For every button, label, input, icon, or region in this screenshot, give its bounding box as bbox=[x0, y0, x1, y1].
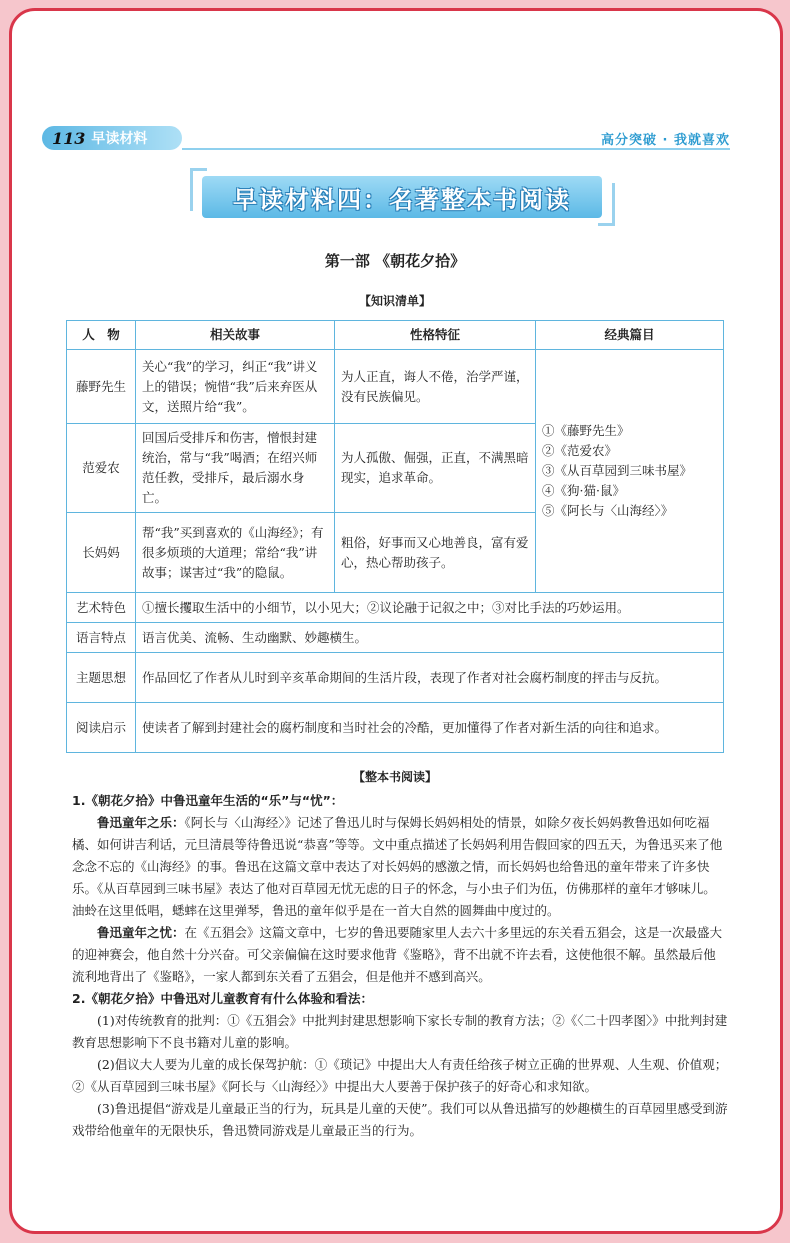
worry-label: 鲁迅童年之忧： bbox=[97, 925, 185, 940]
table-header-row bbox=[67, 321, 724, 350]
joy-label: 鲁迅童年之乐： bbox=[97, 815, 185, 830]
classic-item: ③《从百草园到三味书屋》 bbox=[542, 463, 693, 478]
row-label: 艺术特色 bbox=[67, 593, 136, 623]
question-2: 2.《朝花夕拾》中鲁迅对儿童教育有什么体验和看法： bbox=[72, 991, 373, 1006]
character-name: 范爱农 bbox=[67, 424, 136, 513]
row-label: 语言特点 bbox=[67, 623, 136, 653]
reading-section bbox=[72, 790, 728, 1142]
knowledge-table bbox=[66, 320, 724, 753]
page-tab bbox=[42, 126, 182, 150]
traits-cell: 为人正直，诲人不倦，治学严谨，没有民族偏见。 bbox=[335, 350, 536, 424]
classic-item: ④《狗·猫·鼠》 bbox=[542, 483, 625, 498]
point-3: (3)鲁迅提倡“游戏是儿童最正当的行为，玩具是儿童的天使”。我们可以从鲁迅描写的妙趣横生的百草园里感受到游戏带给他童年的无限快乐，鲁迅赞同游戏是儿童最正当的行为。 bbox=[72, 1101, 728, 1138]
header-cell: 人 物 bbox=[67, 321, 136, 350]
classic-item: ⑤《阿长与〈山海经〉》 bbox=[542, 503, 674, 518]
knowledge-label: 【知识清单】 bbox=[358, 294, 431, 308]
table-row bbox=[67, 350, 724, 424]
point-1: (1)对传统教育的批判：①《五猖会》中批判封建思想影响下家长专制的教育方法；②《〈二十四孝图〉》中批判封建教育思想影响下不良书籍对儿童的影响。 bbox=[72, 1013, 728, 1050]
header-cell: 相关故事 bbox=[136, 321, 335, 350]
header-divider bbox=[182, 148, 730, 150]
classics-cell bbox=[536, 350, 724, 593]
worry-text: 在《五猖会》这篇文章中，七岁的鲁迅要随家里人去六十多里远的东关看五猖会，这是一次最盛大的迎神赛会，他自然十分兴奋。可父亲偏偏在这时要求他背《鉴略》，背不出就不许去看，这使他很不解。虽然最后他流利地背出了《鉴略》，一家人都到东关看了五猖会，但是他并不感到高兴。 bbox=[72, 925, 723, 984]
slogan: 高分突破 · 我就喜欢 bbox=[601, 133, 730, 148]
page-number: 113 bbox=[52, 128, 86, 148]
whole-book-label: 【整本书阅读】 bbox=[352, 770, 437, 784]
header-cell: 经典篇目 bbox=[536, 321, 724, 350]
traits-cell: 为人孤傲、倔强，正直，不满黑暗现实，追求革命。 bbox=[335, 424, 536, 513]
joy-text: 《阿长与〈山海经〉》记述了鲁迅儿时与保姆长妈妈相处的情景，如除夕夜长妈妈教鲁迅如何吃福橘、如何讲吉利话，元旦清晨等待鲁迅说“恭喜”等等。文中重点描述了长妈妈利用告假回家的四五天，为鲁迅买来了他念念不忘的《山海经》的事。鲁迅在这篇文章中表达了对长妈妈的感激之情，而长妈妈也给鲁迅的童年带来了许多快乐。《从百草园到三味书屋》表达了他对百草园无忧无虑的日子的怀念，与小虫子们为伍，仿佛那样的童年才够味儿。油蛉在这里低唱，蟋蟀在这里弹琴，鲁迅的童年似乎是在一首大自然的圆舞曲中度过的。 bbox=[72, 815, 723, 918]
classic-item: ①《藤野先生》 bbox=[542, 423, 630, 438]
story-cell: 帮“我”买到喜欢的《山海经》；有很多烦琐的大道理；常给“我”讲故事；谋害过“我”的隐鼠。 bbox=[136, 513, 335, 593]
worry-paragraph bbox=[72, 922, 728, 988]
part-title: 第一部 《朝花夕拾》 bbox=[324, 252, 466, 270]
question-1: 1.《朝花夕拾》中鲁迅童年生活的“乐”与“忧”： bbox=[72, 793, 344, 808]
section-name: 早读材料 bbox=[91, 131, 148, 147]
classic-item: ②《范爱农》 bbox=[542, 443, 618, 458]
row-label: 阅读启示 bbox=[67, 703, 136, 753]
joy-paragraph bbox=[72, 812, 728, 922]
character-name: 藤野先生 bbox=[67, 350, 136, 424]
page-title: 早读材料四：名著整本书阅读 bbox=[233, 185, 571, 214]
title-plate bbox=[202, 176, 602, 218]
point-2: (2)倡议大人要为儿童的成长保驾护航：①《琐记》中提出大人有责任给孩子树立正确的世界观、人生观、价值观；②《从百草园到三味书屋》《阿长与〈山海经〉》中提出大人要善于保护孩子的好奇心和求知欲。 bbox=[72, 1057, 728, 1094]
row-label: 主题思想 bbox=[67, 653, 136, 703]
header-cell: 性格特征 bbox=[335, 321, 536, 350]
row-text: 语言优美、流畅、生动幽默、妙趣横生。 bbox=[136, 623, 724, 653]
traits-cell: 粗俗，好事而又心地善良，富有爱心，热心帮助孩子。 bbox=[335, 513, 536, 593]
row-text: 作品回忆了作者从儿时到辛亥革命期间的生活片段，表现了作者对社会腐朽制度的抨击与反抗。 bbox=[136, 653, 724, 703]
table-row bbox=[67, 593, 724, 623]
story-cell: 回国后受排斥和伤害，憎恨封建统治，常与“我”喝酒；在绍兴师范任教，受排斥，最后溺水身亡。 bbox=[136, 424, 335, 513]
character-name: 长妈妈 bbox=[67, 513, 136, 593]
title-banner bbox=[190, 168, 615, 226]
table-row bbox=[67, 623, 724, 653]
table-row bbox=[67, 653, 724, 703]
row-text: ①擅长攫取生活中的小细节，以小见大；②议论融于记叙之中；③对比手法的巧妙运用。 bbox=[136, 593, 724, 623]
table-row bbox=[67, 703, 724, 753]
page-header bbox=[42, 126, 730, 156]
row-text: 使读者了解到封建社会的腐朽制度和当时社会的冷酷，更加懂得了作者对新生活的向往和追求。 bbox=[136, 703, 724, 753]
story-cell: 关心“我”的学习，纠正“我”讲义上的错误；惋惜“我”后来弃医从文，送照片给“我”。 bbox=[136, 350, 335, 424]
